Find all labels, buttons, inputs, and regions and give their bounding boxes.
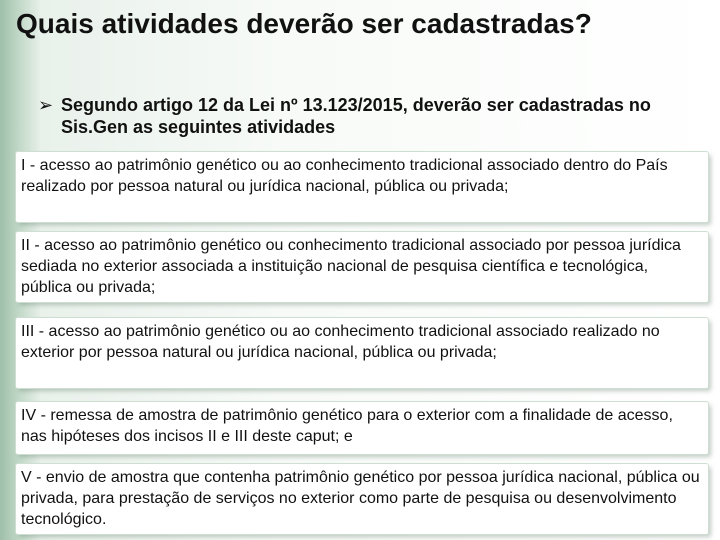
bullet-intro bbox=[38, 94, 678, 138]
activity-box-1: I - acesso ao patrimônio genético ou ao conhecimento tradicional associado dentro do País realizado por pessoa natural ou jurídica nacional, pública ou privada; bbox=[16, 152, 708, 222]
slide-title: Quais atividades deverão ser cadastradas? bbox=[16, 8, 592, 39]
activity-box-5: V - envio de amostra que contenha patrimônio genético por pessoa jurídica nacional, pública ou privada, para prestação de serviços no exterior como parte de pesquisa ou desenvolvimento tecnológico. bbox=[16, 464, 708, 534]
activity-box-2: II - acesso ao patrimônio genético ou conhecimento tradicional associado por pessoa jurídica sediada no exterior associada a instituição nacional de pesquisa científica e tecnológica, pública ou privada; bbox=[16, 232, 708, 302]
arrow-bullet-icon: ➢ bbox=[38, 95, 54, 115]
activity-box-3: III - acesso ao patrimônio genético ou ao conhecimento tradicional associado realizado no exterior por pessoa natural ou jurídica nacional, pública ou privada; bbox=[16, 318, 708, 388]
bullet-text: Segundo artigo 12 da Lei nº 13.123/2015, deverão ser cadastradas no Sis.Gen as seguintes atividades bbox=[61, 95, 651, 137]
activity-box-4: IV - remessa de amostra de patrimônio genético para o exterior com a finalidade de acesso, nas hipóteses dos incisos II e III deste caput; e bbox=[16, 402, 708, 454]
